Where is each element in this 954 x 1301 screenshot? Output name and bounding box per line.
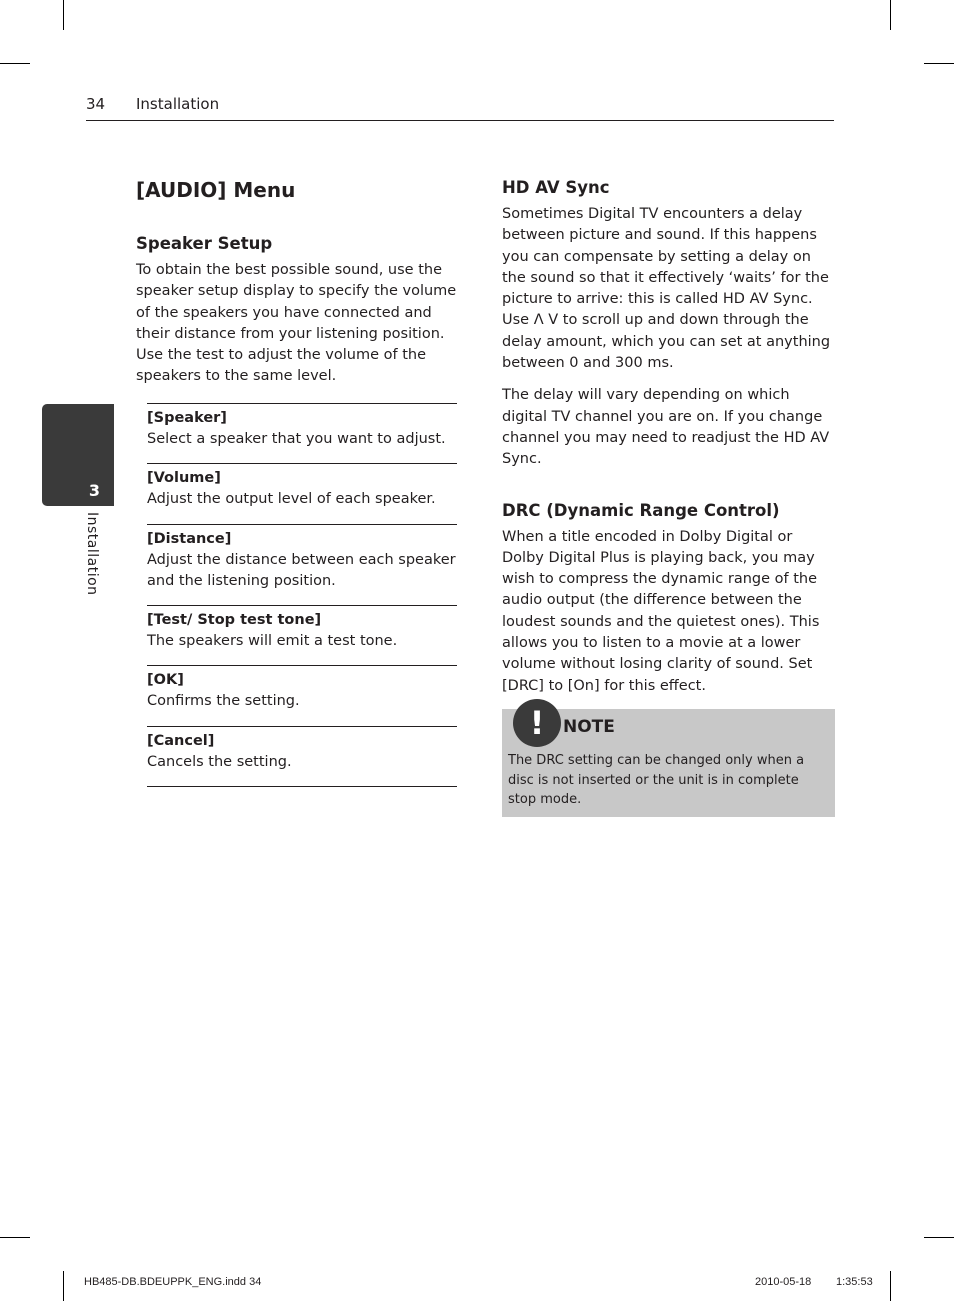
right-column xyxy=(502,176,836,697)
option-desc: The speakers will emit a test tone. xyxy=(147,633,398,650)
hd-av-sync-para2: The delay will vary depending on which digital TV channel you are on. If you change channel you may need to readjust the HD AV Sync. xyxy=(502,387,830,468)
crop-mark xyxy=(0,63,30,64)
option-title: [Test/ Stop test tone] xyxy=(147,612,322,629)
chapter-tab xyxy=(42,404,114,506)
page-title: [AUDIO] Menu xyxy=(136,178,296,202)
note-text: The DRC setting can be changed only when a disc is not inserted or the unit is in complete stop mode. xyxy=(508,753,805,807)
footer-time: 1:35:53 xyxy=(836,1276,873,1288)
crop-mark xyxy=(0,1237,30,1238)
option-title: [Volume] xyxy=(147,470,221,487)
section-title: Installation xyxy=(136,95,220,113)
page-number: 34 xyxy=(86,95,106,113)
chapter-number: 3 xyxy=(88,481,100,500)
speaker-options-list xyxy=(147,403,457,787)
exclamation-icon: ! xyxy=(513,699,561,747)
option-title: [OK] xyxy=(147,672,184,689)
option-title: [Distance] xyxy=(147,530,232,547)
hd-av-sync-heading: HD AV Sync xyxy=(502,178,610,197)
option-item xyxy=(147,726,457,787)
option-title: [Cancel] xyxy=(147,732,215,749)
option-desc: Adjust the output level of each speaker. xyxy=(147,491,436,508)
footer-file: HB485-DB.BDEUPPK_ENG.indd 34 xyxy=(84,1276,262,1288)
drc-heading: DRC (Dynamic Range Control) xyxy=(502,500,780,520)
option-desc: Adjust the distance between each speaker and the listening position. xyxy=(147,551,456,589)
note-box xyxy=(502,704,835,817)
chapter-label xyxy=(74,512,114,602)
option-desc: Confirms the setting. xyxy=(147,693,300,710)
crop-mark xyxy=(890,0,891,30)
page-header xyxy=(86,95,834,121)
crop-mark xyxy=(63,0,64,30)
chapter-label-text: Installation xyxy=(84,512,100,596)
option-item xyxy=(147,665,457,725)
speaker-setup-intro: To obtain the best possible sound, use the speaker setup display to specify the volume of the speakers you have connected and their distance from your listening position. Use the test to adjust the volume of the speakers to the same level. xyxy=(136,262,457,385)
option-item xyxy=(147,524,457,606)
option-item xyxy=(147,605,457,665)
speaker-setup-heading: Speaker Setup xyxy=(136,234,273,253)
option-desc: Select a speaker that you want to adjust. xyxy=(147,431,446,447)
crop-mark xyxy=(890,1271,891,1301)
option-item xyxy=(147,403,457,463)
option-item xyxy=(147,463,457,523)
crop-mark xyxy=(924,1237,954,1238)
hd-av-sync-para1: Sometimes Digital TV encounters a delay between picture and sound. If this happens you can compensate by setting a delay on the sound so that it effectively ‘waits’ for the picture to arrive: this is called HD AV Sync. Use Λ V to scroll up and down through the delay amount, which you can set at anything between 0 and 300 ms. xyxy=(502,206,831,372)
option-title: [Speaker] xyxy=(147,410,227,426)
footer-date: 2010-05-18 xyxy=(755,1276,812,1288)
crop-mark xyxy=(924,63,954,64)
drc-para: When a title encoded in Dolby Digital or Dolby Digital Plus is playing back, you may wish to compress the dynamic range of the audio output (the difference between the loudest sounds and the quietest ones). This allows you to listen to a movie at a lower volume without losing clarity of sound. Set [DRC] to [On] for this effect. xyxy=(502,528,820,694)
crop-mark xyxy=(63,1271,64,1301)
option-desc: Cancels the setting. xyxy=(147,753,292,770)
note-title: NOTE xyxy=(563,717,615,737)
left-column xyxy=(136,176,470,388)
